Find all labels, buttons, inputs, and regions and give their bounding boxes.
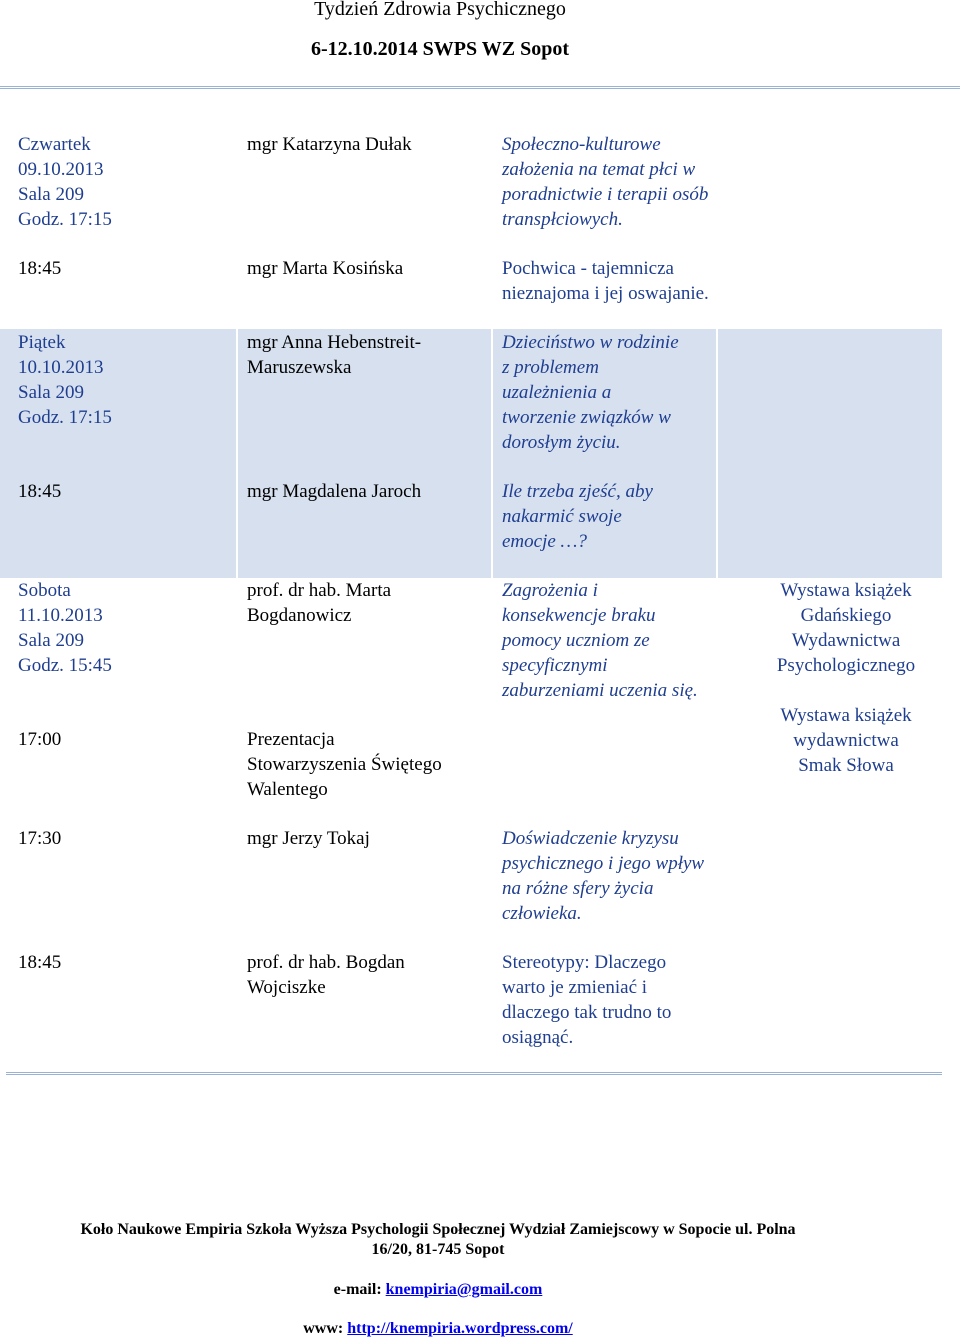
saturday-title-4: Stereotypy: Dlaczego warto je zmieniać i dlaczego tak trudno to osiągnąć.: [502, 952, 672, 1048]
bottom-divider: [6, 1072, 942, 1075]
thursday-title-2: Pochwica - tajemnicza nieznajoma i jej oswajanie.: [502, 258, 709, 304]
friday-day: Piątek 10.10.2013 Sala 209 Godz. 17:15: [18, 332, 112, 428]
www-label: www:: [303, 1320, 348, 1337]
friday-speaker-1: mgr Anna Hebenstreit- Maruszewska: [247, 332, 422, 378]
friday-title-2: Ile trzeba zjeść, aby nakarmić swoje emocje …?: [502, 481, 653, 552]
exhibit-1: Wystawa książek Gdańskiego Wydawnictwa Psychologicznego: [776, 580, 916, 676]
saturday-speaker-4: prof. dr hab. Bogdan Wojciszke: [247, 952, 405, 998]
saturday-time-3: 17:30: [18, 828, 62, 849]
thursday-speaker-1: mgr Katarzyna Dułak: [247, 134, 412, 155]
email-link[interactable]: knempiria@gmail.com: [385, 1281, 543, 1298]
saturday-speaker-3: mgr Jerzy Tokaj: [247, 828, 370, 849]
friday-speaker-2: mgr Magdalena Jaroch: [247, 481, 422, 502]
friday-time-2: 18:45: [18, 481, 62, 502]
thursday-title-1: Społeczno-kulturowe założenia na temat płci w poradnictwie i terapii osób transpłciowych.: [502, 134, 709, 230]
thursday-day: Czwartek 09.10.2013 Sala 209 Godz. 17:15: [18, 134, 112, 230]
band-separator: [236, 329, 238, 578]
footer-org: Koło Naukowe Empiria Szkoła Wyższa Psychologii Społecznej Wydział Zamiejscowy w Sopocie ul. Polna 16/20, 81-745 Sopot: [80, 1221, 796, 1258]
band-separator: [491, 329, 493, 578]
band-separator: [716, 329, 718, 578]
page-subtitle: 6-12.10.2014 SWPS WZ Sopot: [310, 38, 569, 60]
footer-www: [0, 1319, 876, 1339]
page-title: Tydzień Zdrowia Psychicznego: [314, 0, 566, 20]
friday-title-1: Dzieciństwo w rodzinie z problemem uzależnienia a tworzenie związków w dorosłym życiu.: [502, 332, 679, 453]
footer-email: [0, 1280, 876, 1300]
friday-band: [0, 329, 942, 578]
saturday-speaker-1: prof. dr hab. Marta Bogdanowicz: [247, 580, 392, 626]
saturday-title-3: Doświadczenie kryzysu psychicznego i jego wpływ na różne sfery życia człowieka.: [502, 828, 705, 924]
thursday-time-2: 18:45: [18, 258, 62, 279]
email-label: e-mail:: [333, 1281, 386, 1298]
top-divider: [0, 86, 960, 89]
saturday-speaker-2: Prezentacja Stowarzyszenia Świętego Walentego: [247, 729, 442, 800]
exhibit-2: Wystawa książek wydawnictwa Smak Słowa: [780, 705, 912, 776]
saturday-time-2: 17:00: [18, 729, 62, 750]
saturday-day: Sobota 11.10.2013 Sala 209 Godz. 15:45: [18, 580, 112, 676]
www-link[interactable]: http://knempiria.wordpress.com/: [347, 1320, 573, 1337]
thursday-speaker-2: mgr Marta Kosińska: [247, 258, 404, 279]
saturday-title-1: Zagrożenia i konsekwencje braku pomocy uczniom ze specyficznymi zaburzeniami uczenia się.: [502, 580, 698, 701]
saturday-time-4: 18:45: [18, 952, 62, 973]
